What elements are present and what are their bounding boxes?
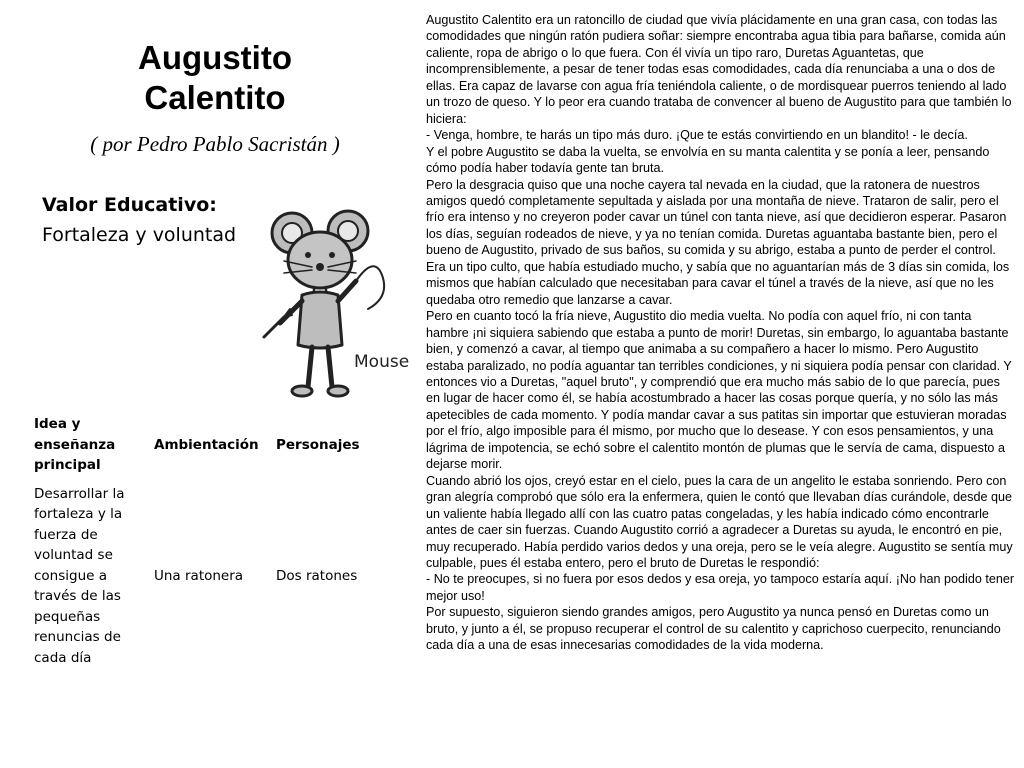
story-paragraph: Por supuesto, siguieron siendo grandes amigos, pero Augustito ya nunca pensó en Duretas como un bruto, y junto a él, se propuso recuperar el control de su calentito y caprichoso cuerpecito, renunciando cada día a una de esas innecesarias comodidades de la vida moderna. [426,605,1001,653]
mouse-caption: Mouse [354,352,410,372]
title-line-1: Augustito [138,39,292,76]
cell-personajes: Dos ratones [276,567,358,584]
story-paragraph: Cuando abrió los ojos, creyó estar en el cielo, pues la cara de un angelito le estaba sonriendo. Pero con gran alegría comprobó que sólo era la enfermera, quien le contó que llevaban días curándole, desde que un valiente había llegado allí con las cuatro patas congeladas, y les había indicado cómo encontrarle antes de caer sin fuerzas. Cuando Augustito corrió a agradecer a Duretas su ayuda, le encontró en pie, muy recuperado. Había perdido varios dedos y una oreja, pero se le veía alegre. Augustito se sentía muy culpable, pues él estaba entero, pero el bruto de Duretas le respondió: [426,473,1013,570]
header-ambientacion: Ambientación [154,436,259,453]
cell-ambientacion: Una ratonera [154,567,244,584]
cell-idea: Desarrollar la fortaleza y la fuerza de voluntad se consigue a través de las pequeñas renuncias de cada día [34,485,125,666]
page-title [70,38,360,118]
author-subtitle: ( por Pedro Pablo Sacristán ) [90,132,340,156]
header-personajes: Personajes [276,436,360,453]
summary-table [28,412,392,672]
mouse-drawing-icon [250,205,410,405]
story-text [426,12,1016,654]
story-paragraph: - Venga, hombre, te harás un tipo más duro. ¡Que te estás convirtiendo en un blandito! - le decía. [426,128,968,143]
story-paragraph: Pero la desgracia quiso que una noche cayera tal nevada en la ciudad, que la ratonera de nuestros amigos quedó completamente sepultada y aislada por una montaña de nieve. Trataron de salir, pero el frío era intenso y no creyeron poder cavar un túnel con tanta nieve, así que decidieron esperar. Pasaron los días, seguían rodeados de nieve, y ya no tenían comida. Duretas aguantaba bastante bien, pero el bueno de Augustito, privado de sus baños, su comida y su abrigo, estaba a punto de perder el control. Era un tipo culto, que había estudiado mucho, y sabía que no aguantarían más de 3 días sin comida, los mismos que habían calculado que necesitaban para cavar el túnel a través de la nieve, así que no les quedaba otro remedio que lanzarse a cavar. [426,177,1010,307]
title-line-2: Calentito [144,79,286,116]
valor-educativo-label: Valor Educativo: [42,194,217,216]
story-paragraph: Pero en cuanto tocó la fría nieve, Augustito dio media vuelta. No podía con aquel frío, ni con tanta hambre ¡ni siquiera sabiendo que estaba a punto de morir! Duretas, sin embargo, lo aguantaba bastante bien, y comenzó a cavar, al tiempo que animaba a su compañero a hacer lo mismo. Pero Augustito estaba paralizado, no podía aguantar tan terribles condiciones, y ni siquiera podía pensar con claridad. Y entonces vio a Duretas, "aquel bruto", y comprendió que era mucho más sabio de lo que parecía, pues en lugar de hacer como él, se había acostumbrado a hacer las cosas porque quería, y no sólo las más apetecibles de cada momento. Y podía mandar cavar a sus patitas sin importar que estuvieran moradas por el frío, algo imposible para él mismo, por mucho que lo desease. Y con esos pensamientos, y una lágrima de impotencia, se echó sobre el calentito montón de plumas que le servía de cama, dispuesto a dejarse morir. [426,309,1012,472]
table-header-row [28,412,392,480]
story-paragraph: Augustito Calentito era un ratoncillo de ciudad que vivía plácidamente en una gran casa, con todas las comodidades que ningún ratón pudiera soñar: siempre encontraba agua tibia para bañarse, comida aún caliente, ropa de abrigo o lo que fuera. Con él vivía un tipo raro, Duretas Aguantetas, que incomprensiblemente, a pesar de tener todas esas comodidades, cada día renunciaba a una o dos de ellas. Era capaz de lavarse con agua fría teniéndola caliente, o de mordisquear puerros teniendo al lado un trozo de queso. Y lo peor era cuando trataba de convencer al bueno de Augustito para que también lo hiciera: [426,13,1012,126]
story-paragraph: Y el pobre Augustito se daba la vuelta, se envolvía en su manta calentita y se ponía a leer, pensando cómo podía haber todavía gente tan bruta. [426,144,990,176]
story-paragraph: - No te preocupes, si no fuera por esos dedos y esa oreja, yo tampoco estaría aquí. ¡No han podido tener mejor uso! [426,572,1015,603]
table-row [28,480,392,673]
valor-educativo-value: Fortaleza y voluntad [42,224,237,246]
header-idea: Idea y enseñanza principal [34,416,116,473]
